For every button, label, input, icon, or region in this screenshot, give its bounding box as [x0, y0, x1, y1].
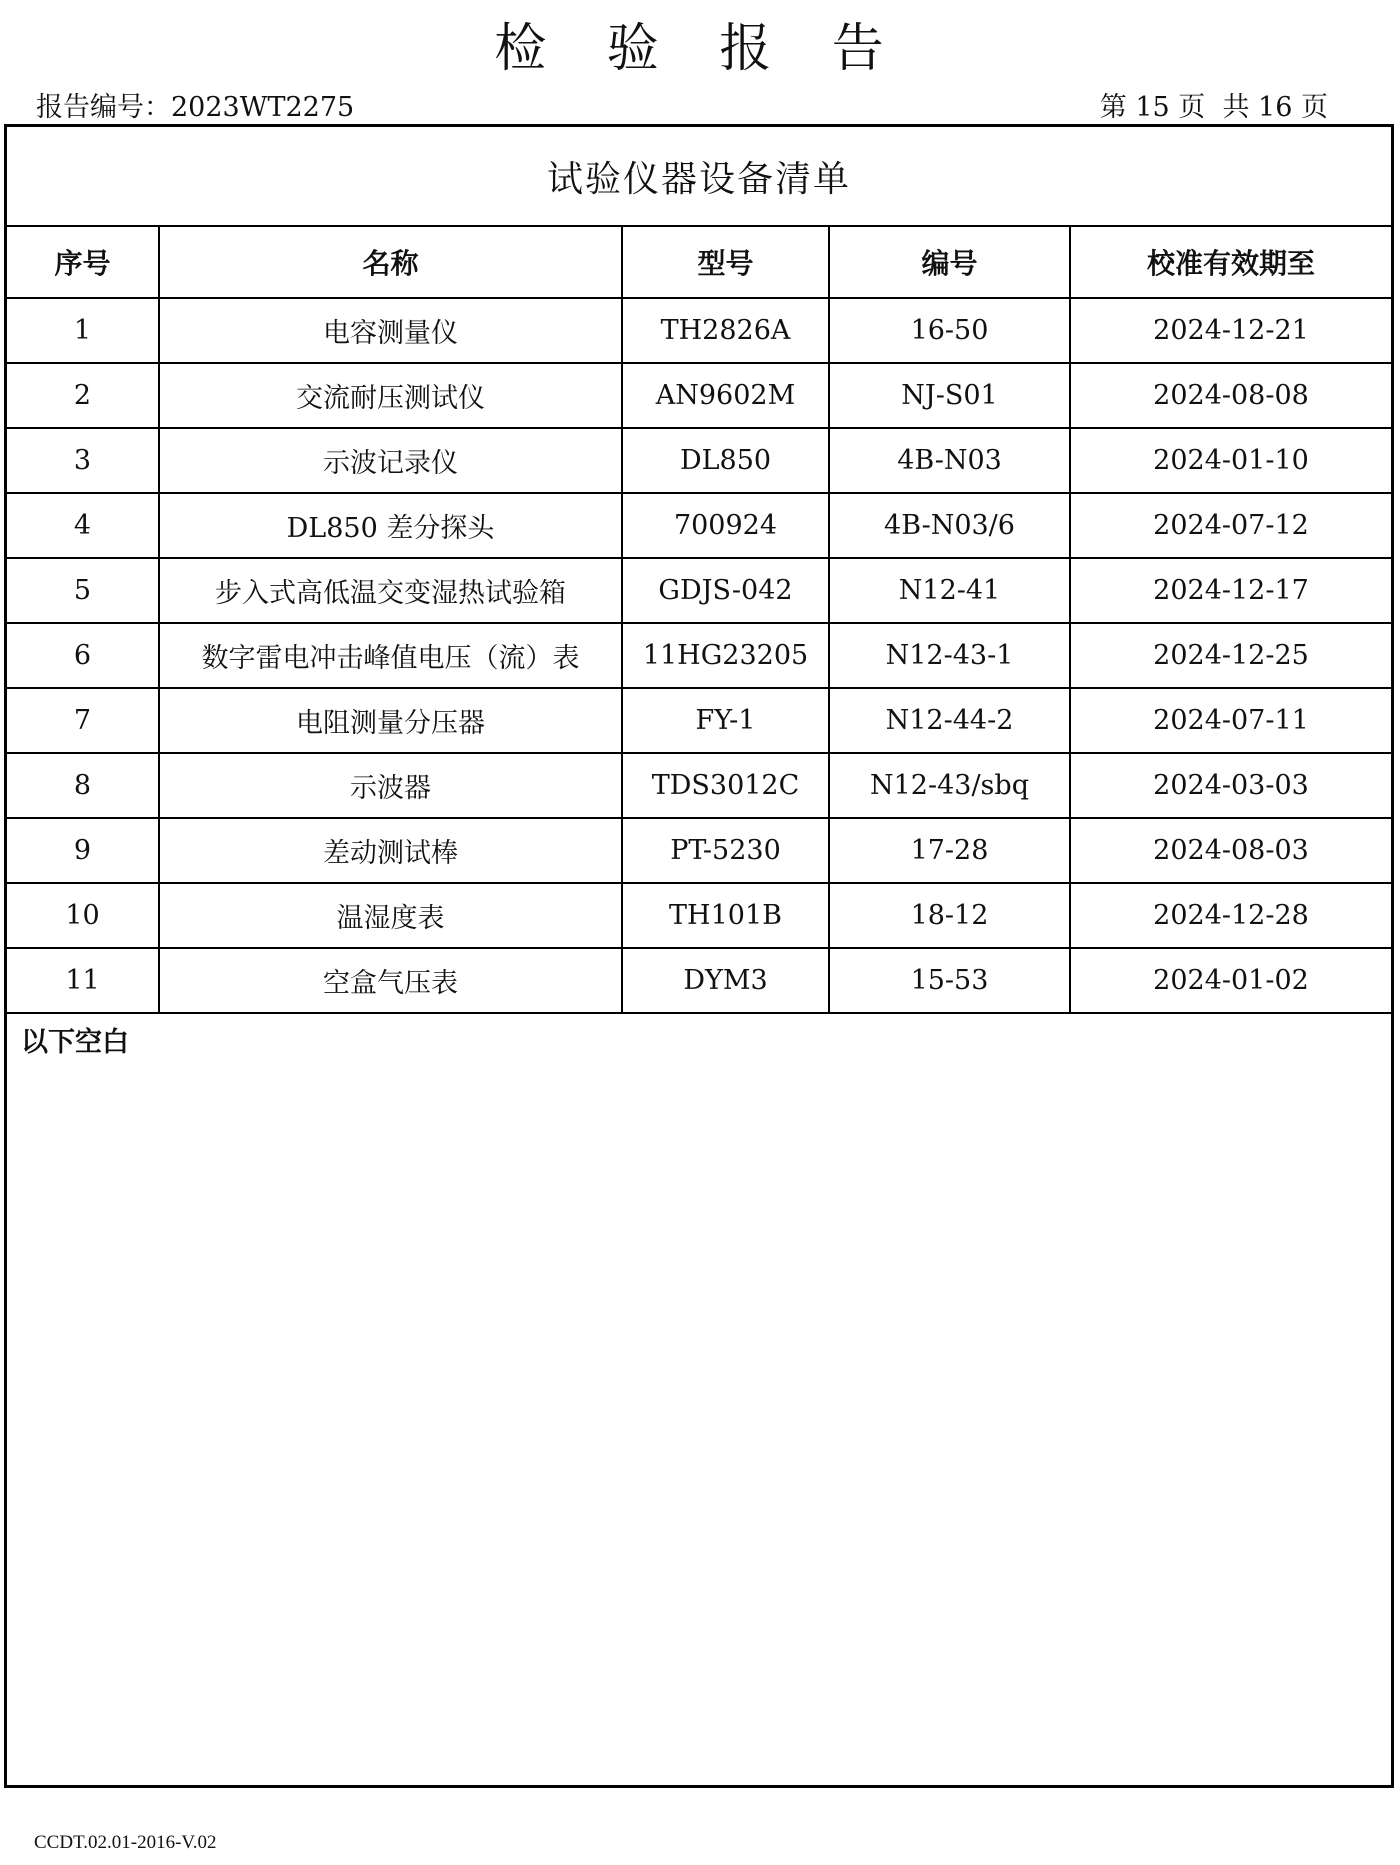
cell-calibration-date: 2024-07-11	[1070, 688, 1391, 753]
cell-model: TH101B	[622, 883, 829, 948]
cell-name: 电阻测量分压器	[159, 688, 622, 753]
table-row	[7, 948, 1391, 1013]
cell-name: 交流耐压测试仪	[159, 363, 622, 428]
cell-name: DL850 差分探头	[159, 493, 622, 558]
equipment-list-title: 试验仪器设备清单	[7, 127, 1391, 227]
cell-model: 11HG23205	[622, 623, 829, 688]
cell-model: GDJS-042	[622, 558, 829, 623]
cell-serial: 17-28	[829, 818, 1070, 883]
table-row	[7, 818, 1391, 883]
end-of-list-note: 以下空白	[21, 1027, 129, 1058]
cell-model: AN9602M	[622, 363, 829, 428]
cell-calibration-date: 2024-12-17	[1070, 558, 1391, 623]
cell-model: DYM3	[622, 948, 829, 1013]
cell-name: 数字雷电冲击峰值电压（流）表	[159, 623, 622, 688]
table-row	[7, 493, 1391, 558]
page-current: 15	[1135, 91, 1170, 123]
cell-name: 示波记录仪	[159, 428, 622, 493]
cell-index: 8	[7, 753, 159, 818]
cell-serial: NJ-S01	[829, 363, 1070, 428]
cell-serial: 15-53	[829, 948, 1070, 1013]
header-serial: 编号	[829, 227, 1070, 298]
cell-calibration-date: 2024-12-21	[1070, 298, 1391, 363]
cell-model: 700924	[622, 493, 829, 558]
report-title: 检 验 报 告	[494, 19, 906, 79]
page-suffix: 页	[1292, 91, 1328, 123]
cell-serial: N12-41	[829, 558, 1070, 623]
cell-calibration-date: 2024-03-03	[1070, 753, 1391, 818]
cell-calibration-date: 2024-01-02	[1070, 948, 1391, 1013]
cell-name: 差动测试棒	[159, 818, 622, 883]
cell-calibration-date: 2024-08-03	[1070, 818, 1391, 883]
cell-index: 10	[7, 883, 159, 948]
header-model: 型号	[622, 227, 829, 298]
cell-index: 9	[7, 818, 159, 883]
cell-index: 3	[7, 428, 159, 493]
page-mid: 页 共	[1169, 91, 1259, 123]
cell-name: 步入式高低温交变湿热试验箱	[159, 558, 622, 623]
report-number: 报告编号：2023WT2275	[36, 91, 355, 123]
cell-index: 6	[7, 623, 159, 688]
table-row	[7, 428, 1391, 493]
page-total: 16	[1258, 91, 1293, 123]
cell-index: 5	[7, 558, 159, 623]
cell-serial: 16-50	[829, 298, 1070, 363]
cell-model: TDS3012C	[622, 753, 829, 818]
cell-index: 11	[7, 948, 159, 1013]
cell-model: FY-1	[622, 688, 829, 753]
cell-calibration-date: 2024-12-25	[1070, 623, 1391, 688]
cell-serial: 18-12	[829, 883, 1070, 948]
cell-serial: 4B-N03/6	[829, 493, 1070, 558]
cell-index: 1	[7, 298, 159, 363]
form-code: CCDT.02.01-2016-V.02	[34, 1832, 217, 1853]
cell-calibration-date: 2024-07-12	[1070, 493, 1391, 558]
report-meta-row	[36, 86, 1328, 122]
table-row	[7, 363, 1391, 428]
cell-model: PT-5230	[622, 818, 829, 883]
table-row	[7, 558, 1391, 623]
table-row	[7, 883, 1391, 948]
table-row	[7, 298, 1391, 363]
cell-calibration-date: 2024-01-10	[1070, 428, 1391, 493]
cell-serial: 4B-N03	[829, 428, 1070, 493]
table-row	[7, 753, 1391, 818]
cell-index: 4	[7, 493, 159, 558]
table-header-row	[7, 227, 1391, 298]
equipment-table	[7, 227, 1391, 1014]
page-indicator	[1100, 85, 1328, 124]
cell-name: 温湿度表	[159, 883, 622, 948]
cell-index: 2	[7, 363, 159, 428]
cell-serial: N12-44-2	[829, 688, 1070, 753]
cell-serial: N12-43-1	[829, 623, 1070, 688]
table-row	[7, 623, 1391, 688]
report-frame	[4, 124, 1394, 1788]
table-row	[7, 688, 1391, 753]
cell-calibration-date: 2024-08-08	[1070, 363, 1391, 428]
cell-name: 空盒气压表	[159, 948, 622, 1013]
cell-model: DL850	[622, 428, 829, 493]
page-prefix: 第	[1099, 91, 1136, 123]
cell-model: TH2826A	[622, 298, 829, 363]
cell-serial: N12-43/sbq	[829, 753, 1070, 818]
cell-name: 电容测量仪	[159, 298, 622, 363]
cell-name: 示波器	[159, 753, 622, 818]
header-name: 名称	[159, 227, 622, 298]
cell-calibration-date: 2024-12-28	[1070, 883, 1391, 948]
cell-index: 7	[7, 688, 159, 753]
header-index: 序号	[7, 227, 159, 298]
header-calibration-date: 校准有效期至	[1070, 227, 1391, 298]
